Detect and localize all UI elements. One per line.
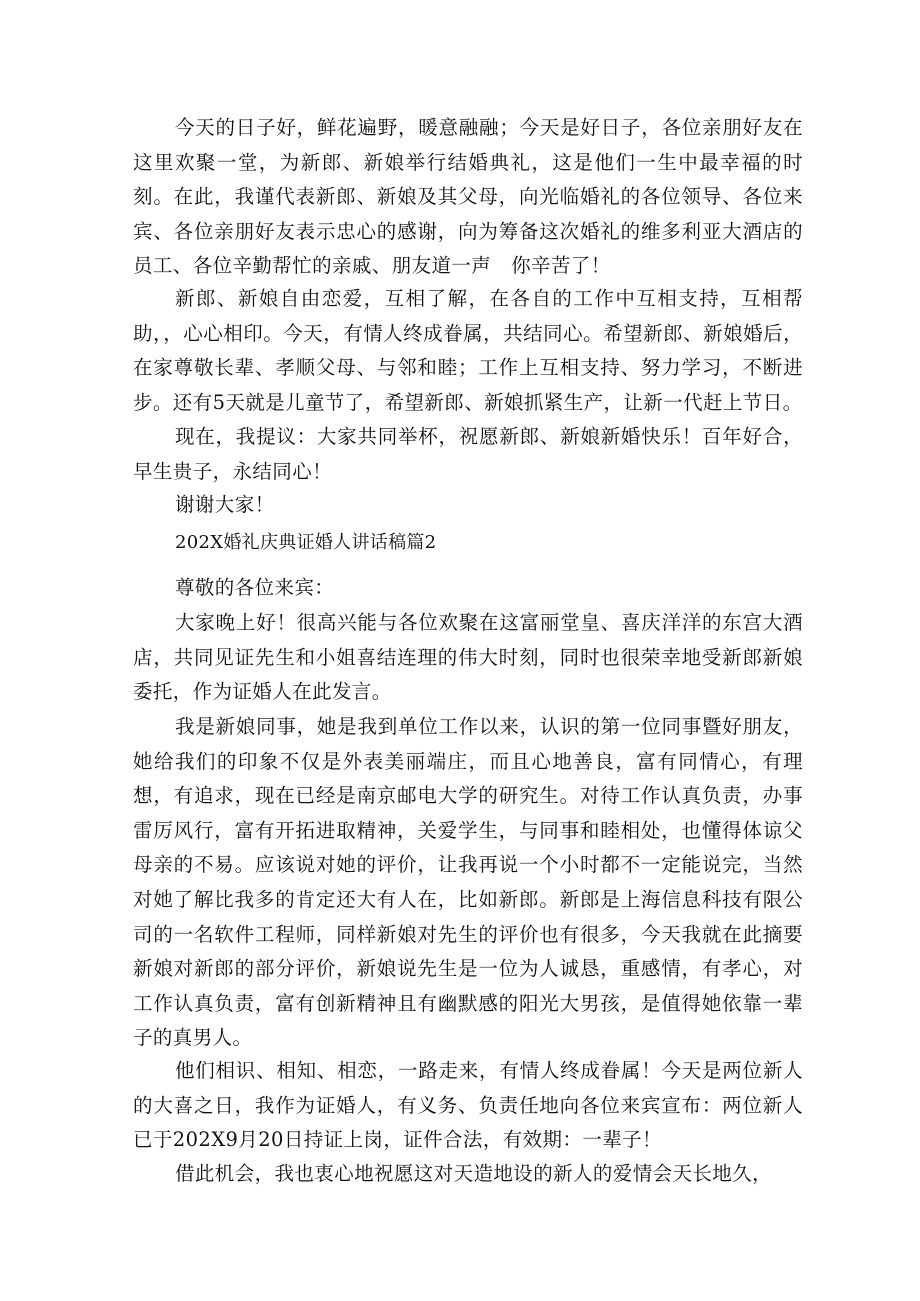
paragraph-closing-wish: 借此机会，我也衷心地祝愿这对天造地设的新人的爱情会天长地久， (175, 1162, 773, 1185)
paragraph-announcement: 他们相识、相知、相恋，一路走来，有情人终成眷属！今天是两位新人的大喜之日，我作为证婚人，有义务、负责任地向各位来宾宣布：两位新人已于202X9月20日持证上岗，证件合法，有效期：一辈子！ (133, 1059, 803, 1152)
paragraph-toast: 现在，我提议：大家共同举杯，祝愿新郎、新娘新婚快乐！百年好合，早生贵子，永结同心！ (133, 425, 803, 483)
paragraph-couple-wishes: 新郎、新娘自由恋爱，互相了解，在各自的工作中互相支持，互相帮助，，心心相印。今天，有情人终成眷属，共结同心。希望新郎、新娘婚后，在家尊敬长辈、孝顺父母、与邻和睦；工作上互相支持、努力学习，不断进步。还有5天就是儿童节了，希望新郎、新娘抓紧生产，让新一代赶上节日。 (133, 287, 803, 414)
section-heading: 202X婚礼庆典证婚人讲话稿篇2 (175, 532, 437, 553)
paragraph-opening-blessing: 今天的日子好，鲜花遍野，暖意融融；今天是好日子，各位亲朋好友在这里欢聚一堂，为新郎、新娘举行结婚典礼，这是他们一生中最幸福的时刻。在此，我谨代表新郎、新娘及其父母，向光临婚礼的各位领导、各位来宾、各位亲朋好友表示忠心的感谢，向为筹备这次婚礼的维多利亚大酒店的员工、各位辛勤帮忙的亲戚、朋友道一声 你辛苦了！ (133, 116, 803, 278)
paragraph-thanks: 谢谢大家！ (175, 493, 275, 516)
paragraph-greeting: 大家晚上好！很高兴能与各位欢聚在这富丽堂皇、喜庆洋洋的东宫大酒店，共同见证先生和小姐喜结连理的伟大时刻，同时也很荣幸地受新郎新娘委托，作为证婚人在此发言。 (133, 611, 803, 704)
paragraph-bride-introduction: 我是新娘同事，她是我到单位工作以来，认识的第一位同事暨好朋友，她给我们的印象不仅是外表美丽端庄，而且心地善良，富有同情心，有理想，有追求，现在已经是南京邮电大学的研究生。对待工作认真负责，办事雷厉风行，富有开拓进取精神，关爱学生，与同事和睦相处，也懂得体谅父母亲的不易。应该说对她的评价，让我再说一个小时都不一定能说完，当然对她了解比我多的肯定还大有人在，比如新郎。新郎是上海信息科技有限公司的一名软件工程师，同样新娘对先生的评价也有很多，今天我就在此摘要新娘对新郎的部分评价，新娘说先生是一位为人诚恳，重感情，有孝心，对工作认真负责，富有创新精神且有幽默感的阳光大男孩，是值得她依靠一辈子的真男人。 (133, 715, 803, 1050)
salutation: 尊敬的各位来宾： (175, 576, 335, 599)
